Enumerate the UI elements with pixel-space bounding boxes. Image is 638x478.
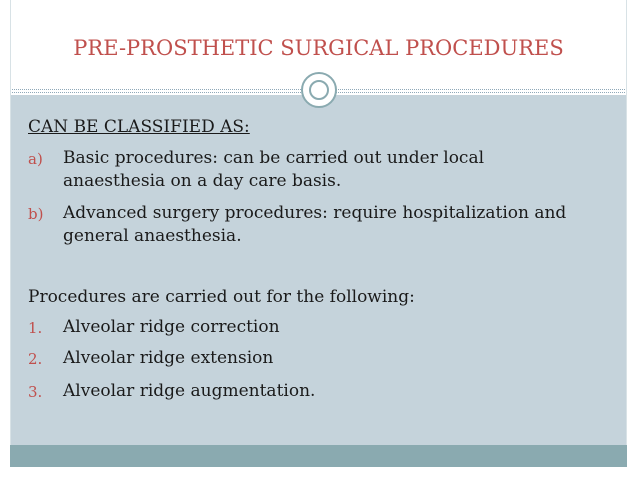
list-item-text: Advanced surgery procedures: require hospitalization and [63, 203, 567, 223]
frame-edge-right [626, 0, 627, 445]
list-marker: a) [28, 150, 43, 168]
list-marker: 3. [28, 383, 43, 401]
list-marker: b) [28, 205, 44, 223]
list-item-text: Basic procedures: can be carried out under local [63, 148, 485, 168]
frame-edge-left [10, 0, 11, 445]
slide-title: PRE-PROSTHETIC SURGICAL PROCEDURES [73, 36, 564, 60]
list-item-text: general anaesthesia. [63, 226, 242, 246]
list-marker: 1. [28, 319, 43, 337]
classification-heading: CAN BE CLASSIFIED AS: [28, 117, 250, 137]
ring-ornament-inner [309, 80, 329, 100]
list-item-text: Alveolar ridge correction [63, 317, 280, 337]
list-item-text: anaesthesia on a day care basis. [63, 171, 342, 191]
list-item-text: Alveolar ridge augmentation. [63, 381, 316, 401]
procedures-intro: Procedures are carried out for the following: [28, 287, 415, 307]
list-item-text: Alveolar ridge extension [63, 348, 274, 368]
ring-ornament-icon [301, 72, 337, 108]
list-marker: 2. [28, 350, 43, 368]
footer-band [10, 445, 627, 467]
